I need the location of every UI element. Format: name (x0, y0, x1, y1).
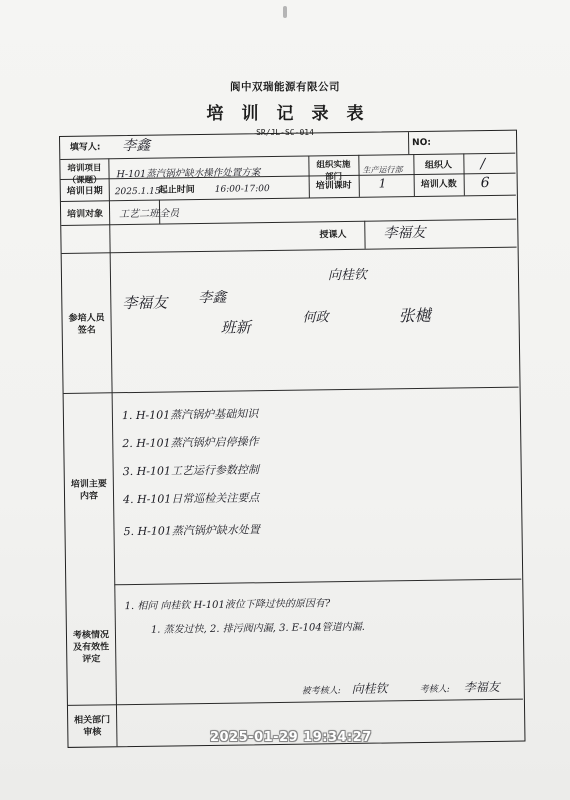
scan-smudge (283, 6, 287, 18)
lecturer-value: 李福友 (383, 224, 426, 242)
organizer-label: 组织人 (424, 160, 453, 171)
participant-signature: 何政 (302, 310, 329, 326)
date-value: 2025.1.15 (114, 186, 161, 198)
participant-signature: 张樾 (398, 305, 431, 326)
count-value: 6 (480, 174, 490, 192)
content-label: 培训主要 内容 (70, 479, 107, 502)
filler-label: 填写人: (69, 142, 101, 153)
content-item: 5. H-101蒸汽锅炉缺水处置 (123, 523, 260, 539)
time-value: 16:00-17:00 (214, 184, 270, 195)
lecturer-label: 授课人 (319, 229, 347, 241)
company-name: 阆中双瑞能源有限公司 (230, 81, 340, 93)
project-label: 培训项目 （课题） (67, 163, 102, 186)
time-label: 起止时间 (158, 185, 195, 196)
content-item: 2. H-101蒸汽锅炉启停操作 (122, 435, 259, 451)
org-dept-value: 生产运行部 (362, 165, 403, 175)
evaluation-label: 考核情况 及有效性 评定 (72, 630, 110, 665)
hours-label: 培训课时 (315, 180, 352, 192)
participant-signature: 班新 (220, 318, 251, 337)
hours-value: 1 (378, 176, 387, 191)
org-dept-label: 组织实施 部门 (316, 159, 351, 183)
training-record-table (59, 130, 526, 748)
review-label: 相关部门 审核 (74, 715, 111, 738)
content-item: 1. H-101蒸汽锅炉基础知识 (121, 407, 259, 423)
project-value: H-101蒸汽锅炉缺水操作处置方案 (116, 167, 261, 181)
count-label: 培训人数 (420, 179, 457, 190)
participants-label: 参培人员 签名 (68, 313, 105, 336)
document-code: SR/JL-SC-014 (256, 128, 314, 137)
participant-signature: 李福友 (122, 293, 168, 313)
content-item: 3. H-101工艺运行参数控制 (122, 463, 260, 479)
form-title: 培训记录表 (206, 104, 382, 124)
evaluation-question: 1. 相问 向桂钦 H-101液位下降过快的原因有? (124, 598, 331, 613)
participant-signature: 李鑫 (198, 289, 227, 307)
scan-timestamp: 2025-01-29 19:34:27 (210, 730, 372, 745)
participant-signature: 向桂钦 (327, 267, 368, 284)
examinee-signature: 向桂钦 (351, 681, 388, 696)
examiner-label: 考核人: (419, 684, 450, 696)
content-item: 4. H-101日常巡检关注要点 (122, 491, 260, 507)
date-label: 培训日期 (66, 186, 103, 197)
filler-signature: 李鑫 (122, 137, 151, 155)
target-value: 工艺二班全员 (119, 208, 180, 221)
target-label: 培训对象 (67, 209, 104, 220)
examinee-label: 被考核人: (301, 686, 341, 697)
evaluation-answer: 1. 蒸发过快, 2. 排污阀内漏, 3. E-104管道内漏. (150, 621, 365, 636)
examiner-signature: 李福友 (463, 679, 500, 695)
no-label: NO: (412, 137, 431, 149)
organizer-value: / (480, 156, 486, 173)
